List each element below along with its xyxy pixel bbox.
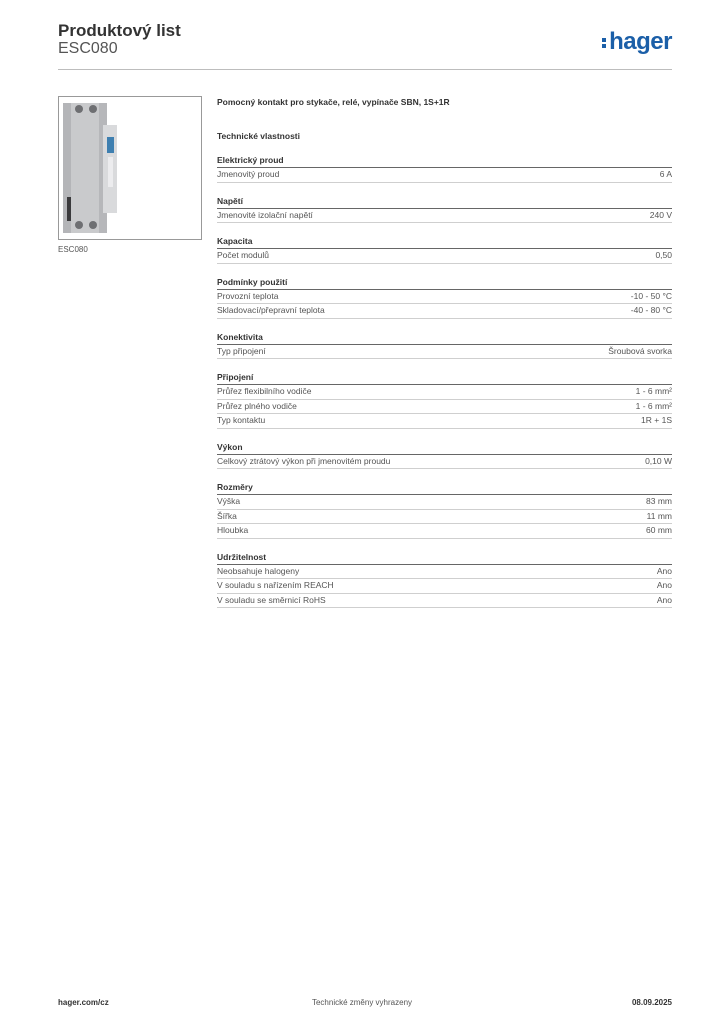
spec-group	[217, 235, 672, 264]
spec-label: Typ kontaktu	[217, 415, 266, 425]
spec-label: Provozní teplota	[217, 290, 279, 301]
spec-value: 1 - 6 mm²	[635, 400, 672, 411]
spec-label: Skladovací/přepravní teplota	[217, 305, 325, 315]
group-title: Kapacita	[217, 235, 672, 249]
spec-label: Průřez plného vodiče	[217, 400, 297, 411]
spec-row	[217, 290, 672, 305]
spec-group	[217, 331, 672, 360]
group-title: Konektivita	[217, 331, 672, 345]
footer-date: 08.09.2025	[631, 998, 672, 1007]
spec-value: 83 mm	[646, 496, 672, 506]
spec-label: Jmenovité izolační napětí	[217, 209, 313, 220]
spec-group	[217, 481, 672, 539]
image-caption: ESC080	[58, 245, 88, 254]
spec-row	[217, 579, 672, 594]
product-image	[58, 96, 202, 240]
spec-label: Šířka	[217, 510, 237, 521]
group-title: Připojení	[217, 371, 672, 385]
product-code: ESC080	[58, 40, 118, 57]
spec-group	[217, 441, 672, 470]
product-description: Pomocný kontakt pro stykače, relé, vypínače SBN, 1S+1R	[217, 97, 450, 107]
spec-row	[217, 594, 672, 609]
spec-row	[217, 510, 672, 525]
group-title: Udržitelnost	[217, 551, 672, 565]
spec-row	[217, 414, 672, 429]
header-divider	[58, 69, 672, 70]
spec-value: 240 V	[649, 209, 672, 220]
spec-label: Výška	[217, 496, 241, 506]
contact-module-icon	[59, 97, 201, 239]
spec-row	[217, 495, 672, 510]
spec-value: 6 A	[659, 169, 672, 179]
spec-value: Šroubová svorka	[608, 345, 672, 356]
spec-label: Jmenovitý proud	[217, 169, 280, 179]
specs-panel	[217, 96, 672, 608]
spec-row	[217, 209, 672, 224]
spec-row	[217, 565, 672, 580]
spec-row	[217, 455, 672, 470]
group-title: Elektrický proud	[217, 154, 672, 168]
spec-label: V souladu se směrnicí RoHS	[217, 594, 326, 605]
spec-group	[217, 551, 672, 609]
spec-row	[217, 345, 672, 360]
hager-logo	[602, 28, 672, 56]
spec-label: Hloubka	[217, 525, 249, 535]
spec-row	[217, 304, 672, 319]
group-title: Podmínky použití	[217, 276, 672, 290]
spec-value: 0,10 W	[645, 455, 672, 466]
spec-label: Počet modulů	[217, 250, 269, 260]
spec-group	[217, 276, 672, 319]
spec-value: Ano	[656, 594, 672, 605]
spec-value: 1R + 1S	[641, 415, 672, 425]
spec-row	[217, 400, 672, 415]
spec-row	[217, 249, 672, 264]
spec-label: Typ připojení	[217, 345, 266, 356]
spec-group	[217, 154, 672, 183]
spec-row	[217, 524, 672, 539]
spec-value: Ano	[656, 580, 672, 590]
spec-group	[217, 195, 672, 224]
spec-value: 60 mm	[646, 525, 672, 535]
spec-label: Celkový ztrátový výkon při jmenovitém proudu	[217, 455, 391, 466]
spec-value: Ano	[656, 565, 672, 576]
logo-text: hager	[609, 28, 672, 55]
logo-dots-icon	[602, 36, 607, 50]
spec-row	[217, 385, 672, 400]
spec-groups	[217, 154, 672, 608]
footer-note: Technické změny vyhrazeny	[311, 998, 413, 1007]
spec-value: -40 - 80 °C	[630, 305, 672, 315]
spec-label: Průřez flexibilního vodiče	[217, 386, 312, 396]
section-title: Technické vlastnosti	[217, 131, 300, 141]
spec-label: Neobsahuje halogeny	[217, 565, 300, 576]
spec-group	[217, 371, 672, 429]
spec-row	[217, 168, 672, 183]
spec-label: V souladu s nařízením REACH	[217, 580, 334, 590]
group-title: Výkon	[217, 441, 672, 455]
group-title: Rozměry	[217, 481, 672, 495]
spec-value: -10 - 50 °C	[630, 290, 672, 301]
footer-website: hager.com/cz	[58, 998, 109, 1007]
spec-value: 11 mm	[646, 510, 672, 521]
spec-value: 1 - 6 mm²	[635, 386, 672, 396]
page-title: Produktový list	[58, 21, 181, 40]
spec-value: 0,50	[655, 250, 672, 260]
group-title: Napětí	[217, 195, 672, 209]
